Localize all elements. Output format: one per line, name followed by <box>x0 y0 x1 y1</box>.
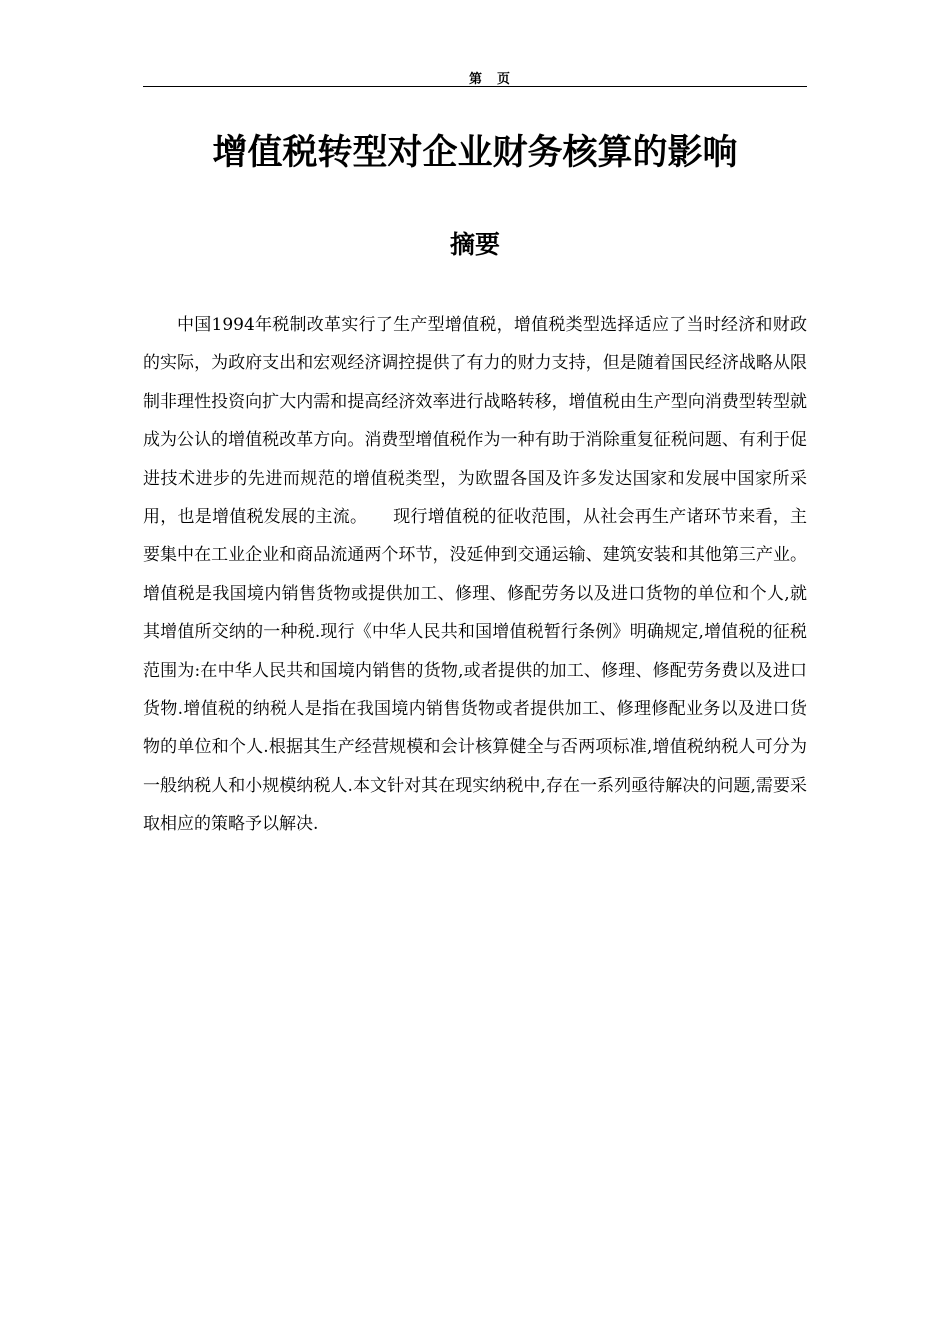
abstract-heading: 摘要 <box>449 230 500 259</box>
document-title: 增值税转型对企业财务核算的影响 <box>212 133 738 173</box>
abstract-paragraph: 中国1994年税制改革实行了生产型增值税，增值税类型选择适应了当时经济和财政的实际，为政府支出和宏观经济调控提供了有力的财力支持，但是随着国民经济战略从限制非理性投资向扩大内需和提高经济效率进行战略转移，增值税由生产型向消费型转型就成为公认的增值税改革方向。消费型增值税作为一种有助于消除重复征税问题、有利于促进技术进步的先进而规范的增值税类型，为欧盟各国及许多发达国家和发展中国家所采用，也是增值税发展的主流。 现行增值税的征收范围，从社会再生产诸环节来看，主要集中在工业企业和商品流通两个环节，没延伸到交通运输、建筑安装和其他第三产业。增值税是我国境内销售货物或提供加工、修理、修配劳务以及进口货物的单位和个人,就其增值所交纳的一种税.现行《中华人民共和国增值税暂行条例》明确规定,增值税的征税范围为:在中华人民共和国境内销售的货物,或者提供的加工、修理、修配劳务费以及进口货物.增值税的纳税人是指在我国境内销售货物或者提供加工、修理修配业务以及进口货物的单位和个人.根据其生产经营规模和会计核算健全与否两项标准,增值税纳税人可分为一般纳税人和小规模纳税人.本文针对其在现实纳税中,存在一系列亟待解决的问题,需要采取相应的策略予以解决. <box>143 315 807 835</box>
page-number-label: 第 页 <box>468 72 511 87</box>
page-header <box>143 66 807 87</box>
